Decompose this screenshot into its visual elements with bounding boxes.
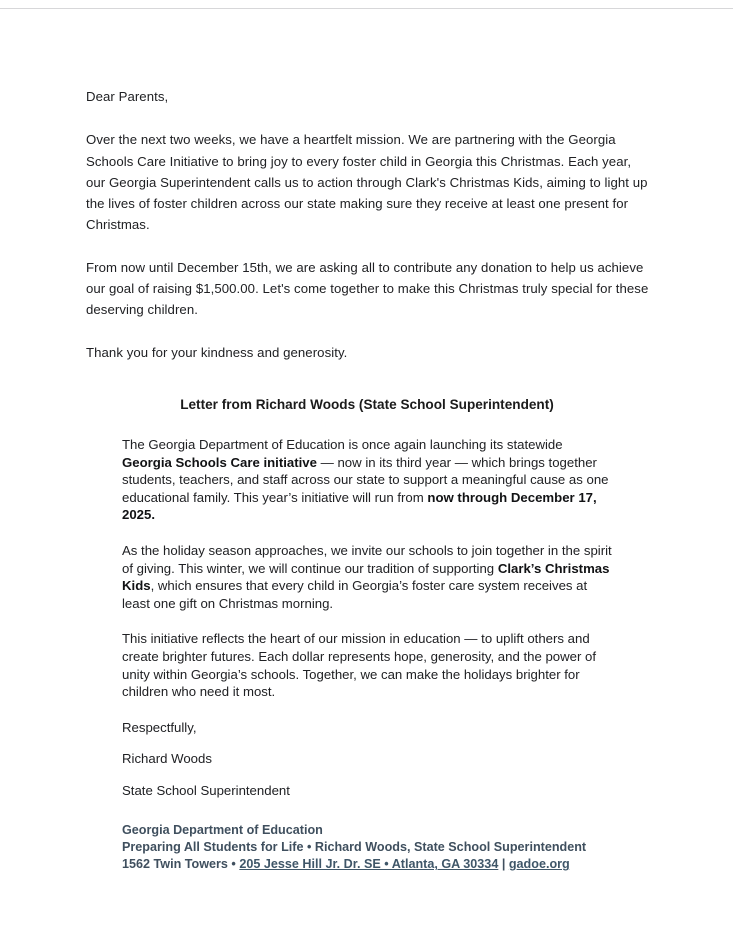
inner-paragraph-2 bbox=[122, 542, 612, 612]
agency-footer-block bbox=[122, 822, 612, 874]
inner-paragraph-1-text-b: — now in its third year — which brings together students, teachers, and staff across our state to support a meaningful cause as one educational family. This year’s initiative will run from bbox=[122, 454, 609, 505]
inner-paragraph-2-text-b: , which ensures that every child in Georgia’s foster care system receives at least one gift on Christmas morning. bbox=[122, 578, 588, 611]
inner-paragraph-1-bold-initiative: Georgia Schools Care initiative bbox=[122, 454, 317, 470]
inner-letter-body bbox=[122, 396, 612, 874]
signer-name: Richard Woods bbox=[122, 751, 212, 767]
inner-letter-title: Letter from Richard Woods (State School Superintendent) bbox=[180, 397, 554, 412]
footer-website-link[interactable]: gadoe.org bbox=[508, 857, 570, 872]
outer-letter-body bbox=[86, 86, 652, 363]
inner-paragraph-2-bold-program: Clark’s Christmas Kids bbox=[122, 560, 610, 594]
top-divider-rule bbox=[0, 8, 733, 9]
outer-paragraph-2: From now until December 15th, we are asking all to contribute any donation to help us achieve our goal of raising $1,500.00. Let's come together to make this Christmas truly special for these deserving children. bbox=[86, 259, 649, 318]
inner-paragraph-2-text-a: As the holiday season approaches, we invite our schools to join together in the spirit of giving. This winter, we will continue our tradition of supporting bbox=[122, 542, 612, 576]
footer-address-link[interactable]: 205 Jesse Hill Jr. Dr. SE • Atlanta, GA 30334 bbox=[239, 857, 499, 872]
footer-tagline-text: Preparing All Students for Life • Richard Woods, State School Superintendent bbox=[122, 839, 587, 854]
footer-link-separator: | bbox=[498, 857, 509, 872]
outer-paragraph-1: Over the next two weeks, we have a heartfelt mission. We are partnering with the Georgia Schools Care Initiative to bring joy to every foster child in Georgia this Christmas. Each year, our Georgia Superintendent calls us to action through Clark's Christmas Kids, aiming to light up the lives of foster children across our state making sure they receive at least one present for Christmas. bbox=[86, 132, 648, 233]
footer-agency-name: Georgia Department of Education bbox=[122, 822, 323, 837]
inner-paragraph-3: This initiative reflects the heart of our mission in education — to uplift others and create brighter futures. Each dollar represents hope, generosity, and the power of unity within Georgia’s schools. Together, we can make the holidays brighter for children who need it most. bbox=[122, 631, 597, 700]
outer-paragraph-3: Thank you for your kindness and generosity. bbox=[86, 344, 348, 360]
letter-closing: Respectfully, bbox=[122, 719, 197, 735]
footer-address-line bbox=[122, 856, 612, 873]
inner-paragraph-1-bold-dates: now through December 17, 2025. bbox=[122, 489, 597, 523]
signer-title: State School Superintendent bbox=[122, 782, 290, 798]
footer-address-prefix: 1562 Twin Towers • bbox=[122, 857, 240, 872]
inner-paragraph-1-text-a: The Georgia Department of Education is once again launching its statewide bbox=[122, 437, 563, 452]
footer-tagline bbox=[122, 839, 612, 856]
salutation: Dear Parents, bbox=[86, 89, 169, 104]
inner-paragraph-1 bbox=[122, 436, 612, 524]
